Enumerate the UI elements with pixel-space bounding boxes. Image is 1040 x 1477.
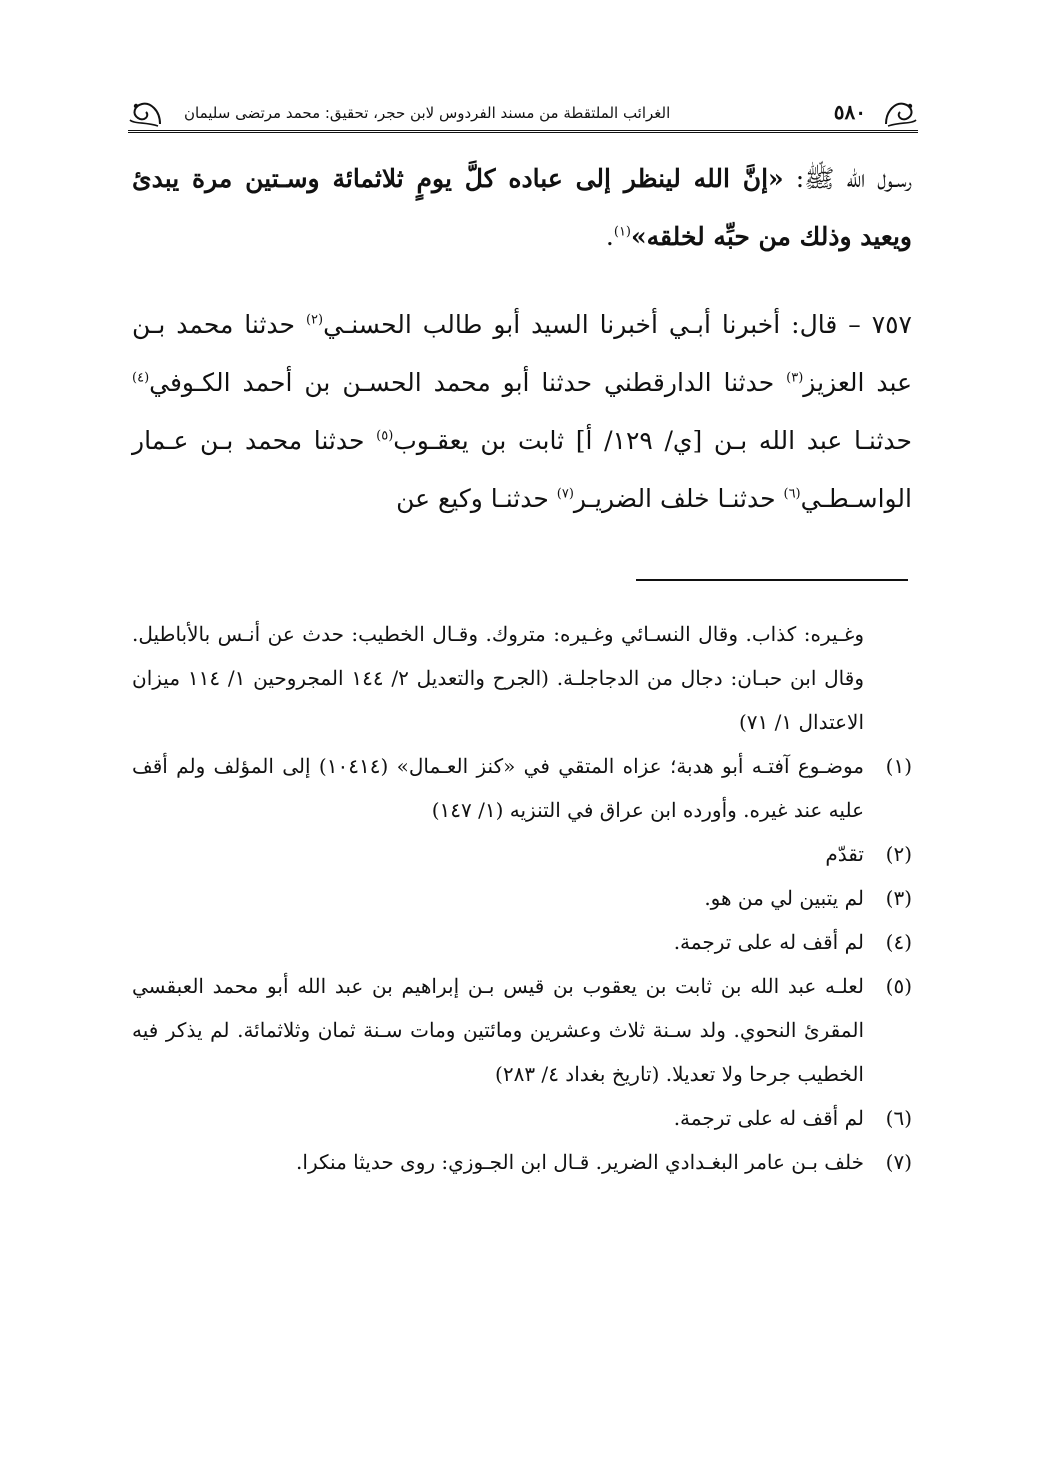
hadith-end: . — [605, 222, 614, 251]
footnote-number: (٦) — [885, 1106, 912, 1130]
footnote-ref: (٤) — [132, 370, 150, 386]
footnote-number: (١) — [885, 754, 912, 778]
isnad-segment: حدثنا محمد بـن عـمار الواسـطـي — [132, 426, 912, 513]
footnote-number: (٥) — [885, 974, 912, 998]
footnote-5 — [132, 964, 912, 1096]
footnote-ref: (٦) — [783, 486, 801, 502]
isnad-segment: حدثنا الدارقطني حدثنا أبو محمد الحسـن بن أحمد الكـوفي — [149, 368, 787, 397]
footnote-continuation: وغـيره: كذاب. وقال النسـائي وغـيره: متروك. وقـال الخطيب: حدث عن أنـس بالأباطيل. وقال ابن حبـان: دجال من الدجاجلـة. (الجرح والتعديل ٢/ ١٤٤ المجروحين ١/ ١١٤ ميزان الاعتدال ١/ ٧١) — [132, 622, 864, 734]
page-header — [128, 96, 918, 136]
footnote-text: لم يتبين لي من هو. — [704, 886, 864, 910]
footnote-ref: (٧) — [556, 486, 574, 502]
isnad-segment: حدثنا محمد بـن عبد العزيز — [132, 310, 912, 397]
footnote-number: (٧) — [885, 1150, 912, 1174]
footnote-text: لم أقف له على ترجمة. — [673, 1106, 864, 1130]
hadith-text: «إنَّ الله لينظر إلى عباده كلَّ يومٍ ثلاثمائة وسـتين مرة يبدئ ويعيد وذلك من حبِّه لخلقه» — [132, 164, 912, 251]
footnote-text: تقدّم — [825, 842, 864, 866]
footnote-4 — [132, 920, 912, 964]
footnote-text: لم أقف له على ترجمة. — [673, 930, 864, 954]
isnad-segment: حدثنـا وكيع عن — [396, 484, 557, 513]
footnotes — [132, 612, 912, 1184]
footnote-ref: (٢) — [305, 312, 324, 328]
footnote-text: لعلـه عبد الله بن ثابت بن يعقوب بن قيس بـن إبراهيم بن عبد الله أبو محمد العبقسي المقرئ النحوي. ولد سـنة ثلاث وعشرين ومائتين ومات سـنة ثمان وثلاثمائة. لم يذكر فيه الخطيب جرحا ولا تعديلا. (تاريخ بغداد ٤/ ٢٨٣) — [132, 974, 865, 1086]
footnote-7 — [132, 1140, 912, 1184]
footnote-ref: (١) — [613, 224, 631, 240]
hadith-intro: رسـول الله ﷺ: — [783, 164, 912, 193]
ornament-left-icon — [128, 98, 164, 128]
isnad-segment: حدثنـا خلف الضريـر — [573, 484, 784, 513]
isnad-segment: حدثنـا عبد الله بـن [ي/ ١٢٩/ أ] ثابت بن يعقـوب — [393, 426, 913, 455]
footnote-text: خلف بـن عامر البغـدادي الضرير. قـال ابن الجـوزي: روى حديثا منكرا. — [296, 1150, 864, 1174]
footnote-number: (٢) — [885, 842, 912, 866]
footnote-number: (٤) — [885, 930, 912, 954]
footnote-number: (٣) — [885, 886, 912, 910]
isnad-segment: ٧٥٧ – قال: أخبرنا أبـي أخبرنا السيد أبو طالب الحسنـي — [323, 310, 912, 339]
footnote-2 — [132, 832, 912, 876]
footnote-text: موضـوع آفتـه أبو هدبة؛ عزاه المتقي في «كنز العـمال» (١٠٤١٤) إلى المؤلف ولم أقف عليه عند غيره. وأورده ابن عراق في التنزيه (١/ ١٤٧) — [132, 754, 865, 822]
footnote-ref: (٣) — [786, 370, 804, 386]
footnote-1 — [132, 744, 912, 832]
footnote-6 — [132, 1096, 912, 1140]
running-title: الغرائب الملتقطة من مسند الفردوس لابن حجر، تحقيق: محمد مرتضى سليمان — [184, 104, 671, 122]
narration-757 — [132, 296, 912, 528]
header-rule — [128, 130, 918, 133]
ornament-right-icon — [882, 98, 918, 128]
page-number: ٥٨٠ — [833, 100, 866, 124]
main-text — [132, 150, 912, 528]
footnote-ref: (٥) — [376, 428, 394, 444]
footnote-separator — [636, 579, 908, 581]
footnote-3 — [132, 876, 912, 920]
hadith-paragraph — [132, 150, 912, 266]
